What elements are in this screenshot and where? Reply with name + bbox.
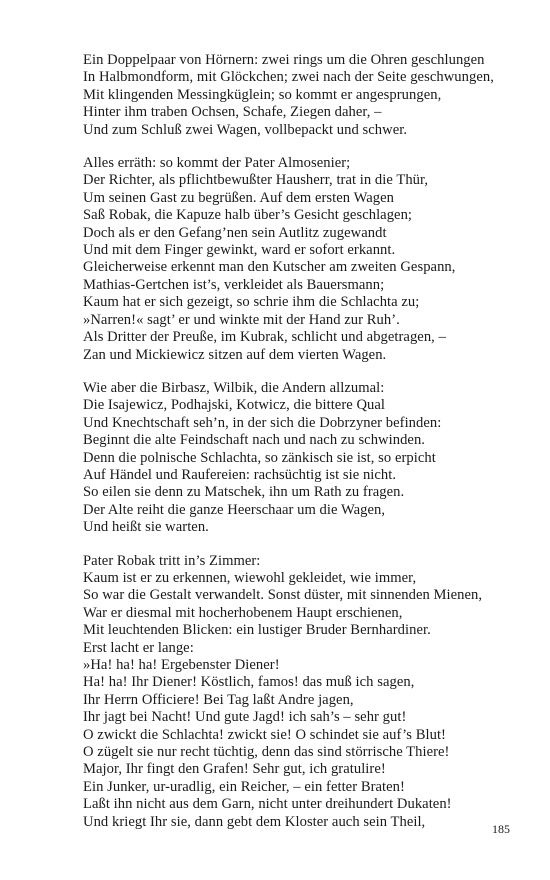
verse-line: War er diesmal mit hocherhobenem Haupt erschienen, <box>83 604 403 621</box>
verse-line: Doch als er den Gefang’nen sein Autlitz zugewandt <box>83 224 387 241</box>
verse-line: Der Richter, als pflichtbewußter Hausherr, trat in die Thür, <box>83 172 429 189</box>
verse-line: Als Dritter der Preuße, im Kubrak, schlicht und abgetragen, – <box>83 329 446 346</box>
verse-line: »Ha! ha! ha! Ergebenster Diener! <box>83 657 280 673</box>
verse-line: Mit leuchtenden Blicken: ein lustiger Bruder Bernhardiner. <box>83 622 431 639</box>
verse-line: Beginnt die alte Feindschaft nach und nach zu schwinden. <box>83 432 426 449</box>
verse-line: Laßt ihn nicht aus dem Garn, nicht unter dreihundert Dukaten! <box>83 796 452 813</box>
verse-line: So eilen sie denn zu Matschek, ihn um Rath zu fragen. <box>83 484 405 501</box>
verse-line: Zan und Mickiewicz sitzen auf dem vierten Wagen. <box>83 346 387 363</box>
verse-line: Und heißt sie warten. <box>83 519 209 536</box>
stanza <box>83 155 523 364</box>
verse-line: Hinter ihm traben Ochsen, Schafe, Ziegen daher, – <box>83 104 382 121</box>
verse-line: Wie aber die Birbasz, Wilbik, die Andern allzumal: <box>83 379 385 396</box>
verse-line: Der Alte reiht die ganze Heerschaar um die Wagen, <box>83 501 386 518</box>
verse-line: Ihr Herrn Officiere! Bei Tag laßt Andre jagen, <box>83 691 354 708</box>
verse-line: Ihr jagt bei Nacht! Und gute Jagd! ich sah’s – sehr gut! <box>83 709 407 726</box>
verse-line: Kaum hat er sich gezeigt, so schrie ihm die Schlachta zu; <box>83 294 420 311</box>
verse-line: »Narren!« sagt’ er und winkte mit der Hand zur Ruh’. <box>83 311 400 328</box>
verse-line: Und zum Schluß zwei Wagen, vollbepackt und schwer. <box>83 121 408 138</box>
stanza <box>83 553 523 832</box>
stanza <box>83 380 523 537</box>
verse-line: Ein Doppelpaar von Hörnern: zwei rings um die Ohren geschlungen <box>83 52 485 68</box>
verse-line: Gleicherweise erkennt man den Kutscher am zweiten Gespann, <box>83 259 456 276</box>
poem-text <box>83 52 523 847</box>
verse-line: O zügelt sie nur recht tüchtig, denn das sind störrische Thiere! <box>83 744 450 761</box>
verse-line: Erst lacht er lange: <box>83 639 194 656</box>
verse-line: Kaum ist er zu erkennen, wiewohl gekleidet, wie immer, <box>83 569 417 586</box>
verse-line: Saß Robak, die Kapuze halb über’s Gesicht geschlagen; <box>83 207 413 224</box>
stanza <box>83 52 523 139</box>
verse-line: Und mit dem Finger gewinkt, ward er sofort erkannt. <box>83 242 396 259</box>
verse-line: Um seinen Gast zu begrüßen. Auf dem ersten Wagen <box>83 189 394 206</box>
verse-line: Mathias-Gertchen ist’s, verkleidet als Bauersmann; <box>83 276 385 293</box>
verse-line: Auf Händel und Raufereien: rachsüchtig ist sie nicht. <box>83 466 397 483</box>
verse-line: Pater Robak tritt in’s Zimmer: <box>83 552 261 569</box>
verse-line: Major, Ihr fingt den Grafen! Sehr gut, ich gratulire! <box>83 761 386 778</box>
verse-line: Mit klingenden Messingküglein; so kommt er angesprungen, <box>83 86 442 103</box>
verse-line: Und Knechtschaft seh’n, in der sich die Dobrzyner befinden: <box>83 414 442 431</box>
verse-line: Ein Junker, ur-uradlig, ein Reicher, – ein fetter Braten! <box>83 778 405 795</box>
verse-line: In Halbmondform, mit Glöckchen; zwei nach der Seite geschwungen, <box>83 69 494 86</box>
verse-line: Alles erräth: so kommt der Pater Almosenier; <box>83 155 351 172</box>
verse-line: Ha! ha! Ihr Diener! Köstlich, famos! das muß ich sagen, <box>83 674 415 691</box>
verse-line: Denn die polnische Schlachta, so zänkisch sie ist, so erpicht <box>83 449 436 466</box>
verse-line: O zwickt die Schlachta! zwickt sie! O schindet sie auf’s Blut! <box>83 726 446 743</box>
page-number: 185 <box>492 822 510 836</box>
verse-line: So war die Gestalt verwandelt. Sonst düster, mit sinnenden Mienen, <box>83 587 483 604</box>
verse-line: Die Isajewicz, Podhajski, Kotwicz, die bittere Qual <box>83 397 386 414</box>
verse-line: Und kriegt Ihr sie, dann gebt dem Kloster auch sein Theil, <box>83 813 426 830</box>
